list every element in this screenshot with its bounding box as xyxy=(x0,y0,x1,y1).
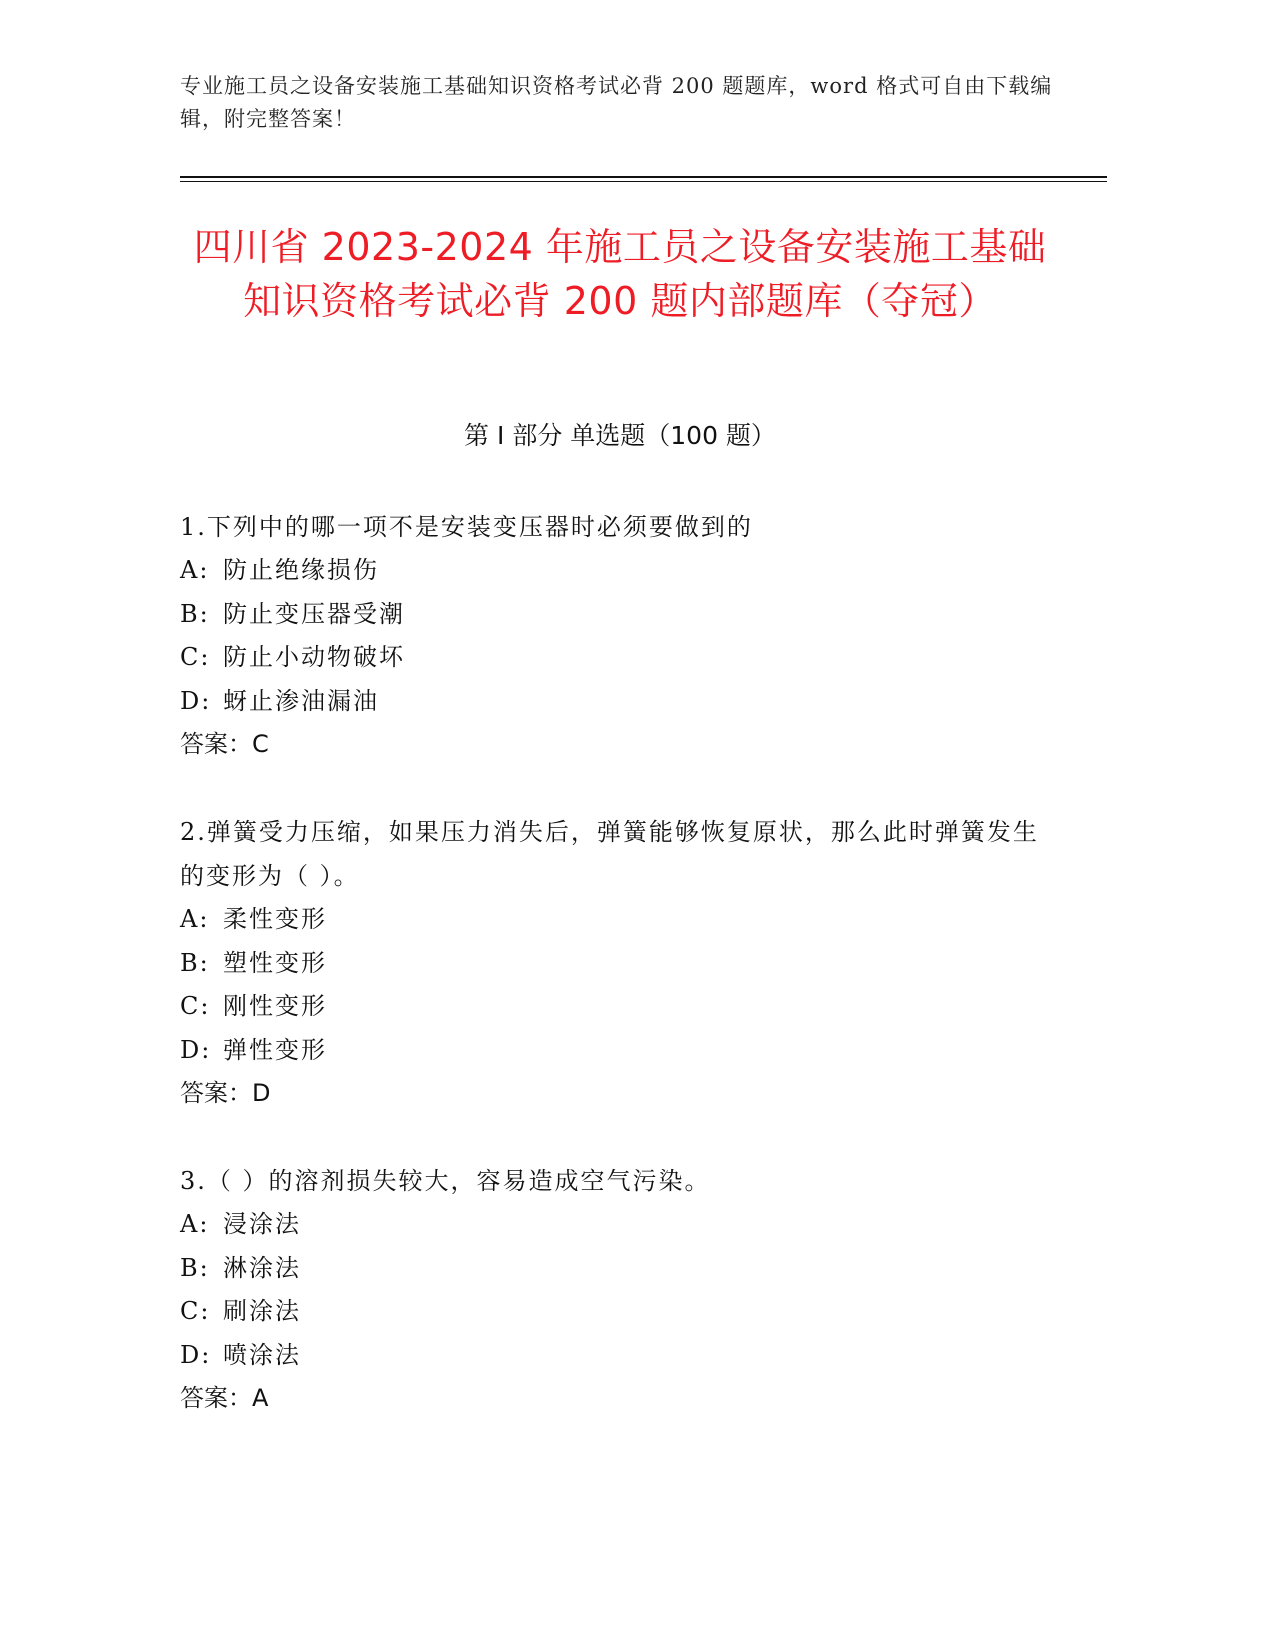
option-key: C: xyxy=(180,992,211,1020)
header-rule-thin xyxy=(180,181,1107,182)
option-key: D: xyxy=(180,1340,212,1369)
option-text: 蚜止渗油漏油 xyxy=(223,686,379,715)
option-b xyxy=(180,1247,1060,1291)
option-text: 防止绝缘损伤 xyxy=(223,556,379,584)
question-stem: 1.下列中的哪一项不是安装变压器时必须要做到的 xyxy=(180,513,753,541)
option-text: 塑性变形 xyxy=(223,948,327,977)
option-a xyxy=(180,898,1060,942)
option-key: A: xyxy=(180,1210,210,1238)
option-text: 淋涂法 xyxy=(223,1253,301,1282)
option-text: 弹性变形 xyxy=(223,1035,327,1064)
option-text: 防止变压器受潮 xyxy=(223,599,405,628)
question-stem: 3.（ ）的溶剂损失较大，容易造成空气污染。 xyxy=(180,1167,711,1195)
section-title: 第 I 部分 单选题（100 题） xyxy=(464,421,776,450)
question-1 xyxy=(180,505,1060,766)
option-text: 浸涂法 xyxy=(223,1210,301,1238)
option-key: D: xyxy=(180,1035,212,1064)
option-key: B: xyxy=(180,948,210,977)
option-key: A: xyxy=(180,905,210,933)
question-spacer xyxy=(180,766,1060,810)
question-list xyxy=(180,505,1060,1420)
option-key: D: xyxy=(180,686,212,715)
question-2 xyxy=(180,810,1060,1115)
option-key: B: xyxy=(180,599,210,628)
option-d xyxy=(180,1334,1060,1378)
option-text: 刚性变形 xyxy=(223,992,327,1020)
answer: 答案：C xyxy=(180,730,269,758)
header-note: 专业施工员之设备安装施工基础知识资格考试必背 200 题题库，word 格式可自由下载编辑，附完整答案！ xyxy=(180,74,1053,131)
option-c xyxy=(180,1290,1060,1334)
option-key: C: xyxy=(180,1297,211,1325)
option-text: 喷涂法 xyxy=(223,1340,301,1369)
option-key: C: xyxy=(180,643,211,671)
option-c xyxy=(180,985,1060,1029)
header-rule-thick xyxy=(180,176,1107,178)
option-key: B: xyxy=(180,1253,210,1282)
option-c xyxy=(180,636,1060,680)
option-a xyxy=(180,549,1060,593)
option-text: 刷涂法 xyxy=(223,1297,301,1325)
question-stem: 2.弹簧受力压缩，如果压力消失后，弹簧能够恢复原状，那么此时弹簧发生的变形为（ ）。 xyxy=(180,818,1039,890)
question-spacer xyxy=(180,1115,1060,1159)
option-d xyxy=(180,1029,1060,1073)
option-a xyxy=(180,1203,1060,1247)
option-text: 防止小动物破坏 xyxy=(223,643,405,671)
document-title: 四川省 2023-2024 年施工员之设备安装施工基础知识资格考试必背 200 题内部题库（夺冠） xyxy=(193,225,1047,323)
option-text: 柔性变形 xyxy=(223,905,327,933)
option-b xyxy=(180,593,1060,637)
answer: 答案：A xyxy=(180,1384,269,1412)
answer: 答案：D xyxy=(180,1079,271,1107)
question-3 xyxy=(180,1159,1060,1420)
option-b xyxy=(180,942,1060,986)
option-d xyxy=(180,680,1060,724)
option-key: A: xyxy=(180,556,210,584)
